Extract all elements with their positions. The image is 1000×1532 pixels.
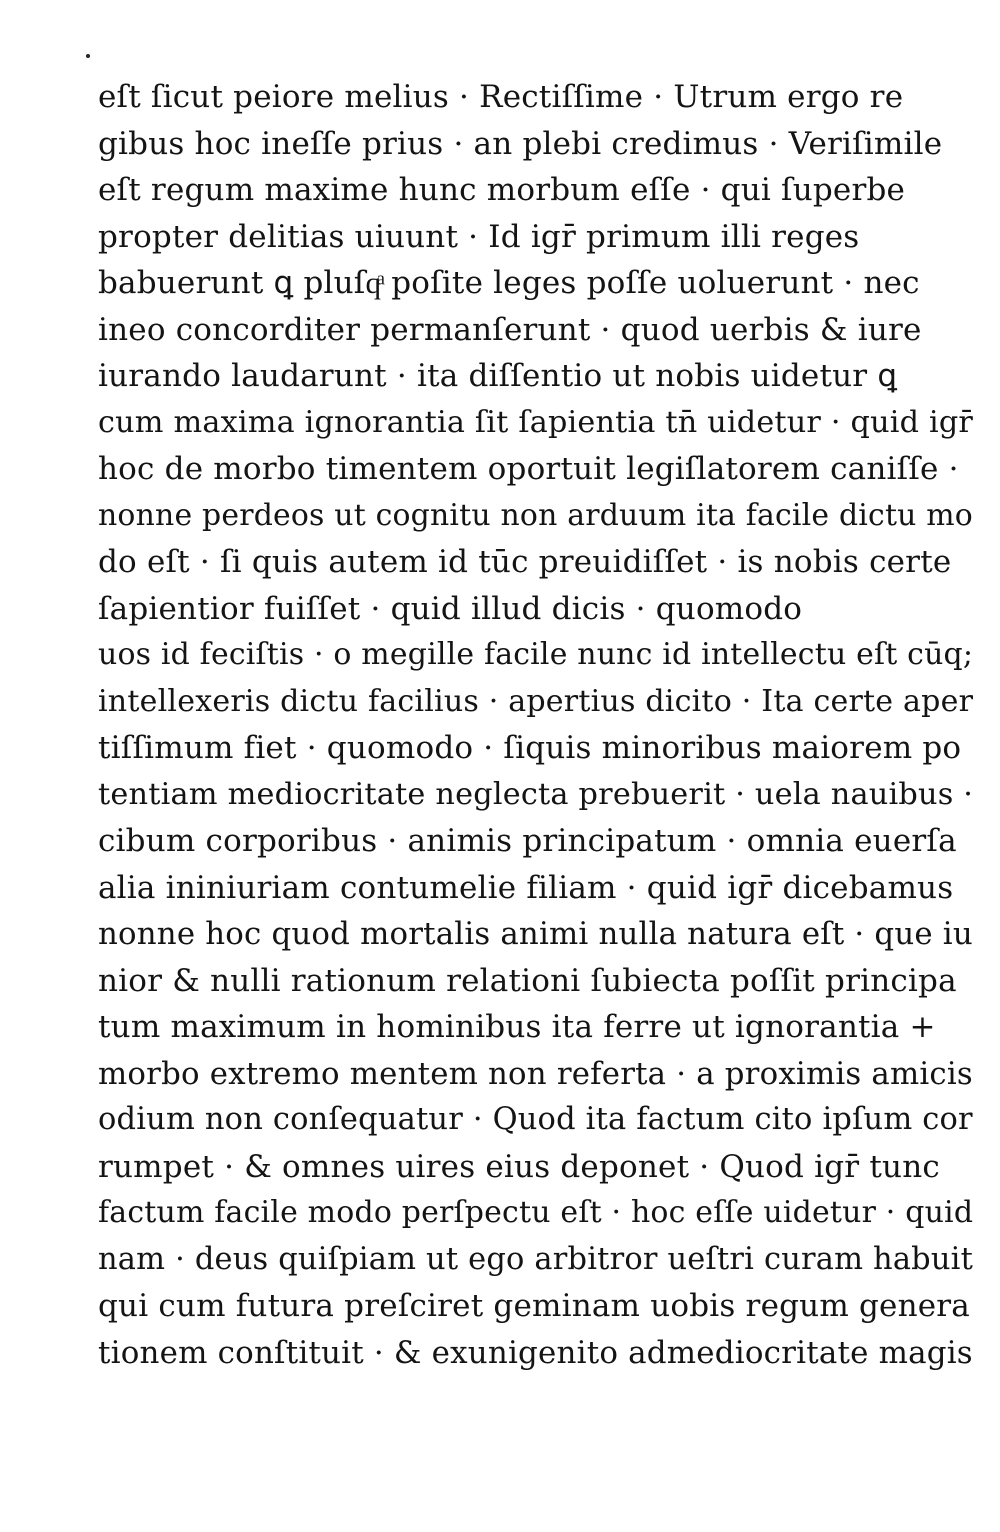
manuscript-line: intellexeris dictu facilius · apertius dicito · Ita certe aper: [98, 683, 974, 719]
manuscript-line: do eſt · ſi quis autem id tūc preuidiſſet · is nobis certe: [98, 544, 952, 580]
manuscript-line: eſt regum maxime hunc morbum eſſe · qui ſuperbe: [98, 172, 906, 208]
manuscript-line: nonne hoc quod mortalis animi nulla natura eſt · que iu: [98, 916, 973, 952]
manuscript-line: iurando laudarunt · ita diſſentio ut nobis uidetur ꝗ: [98, 358, 898, 394]
ink-dot: [86, 54, 90, 58]
manuscript-text: [98, 74, 978, 1376]
manuscript-line: ſapientior fuiſſet · quid illud dicis · quomodo: [98, 590, 803, 627]
manuscript-line: tionem conſtituit · & exunigenito admediocritate magis: [98, 1334, 973, 1371]
manuscript-line: hoc de morbo timentem oportuit legiſlatorem caniſſe ·: [98, 451, 959, 487]
manuscript-line: nam · deus quiſpiam ut ego arbitror ueſtri curam habuit: [98, 1241, 974, 1277]
manuscript-line: babuerunt ꝗ pluſqͣ poſite leges poſſe uoluerunt · nec: [98, 265, 920, 301]
manuscript-line: gibus hoc ineſſe prius · an plebi credimus · Veriſimile: [98, 125, 943, 162]
manuscript-line: tentiam mediocritate neglecta prebuerit · uela nauibus ·: [98, 776, 974, 812]
manuscript-line: ineo concorditer permanſerunt · quod uerbis & iure: [98, 311, 922, 348]
manuscript-line: tum maximum in hominibus ita ferre ut ignorantia +: [98, 1009, 936, 1045]
manuscript-line: rumpet · & omnes uires eius deponet · Quod igr̄ tunc: [98, 1148, 940, 1185]
manuscript-line: tiſſimum fiet · quomodo · ſiquis minoribus maiorem po: [98, 730, 962, 766]
manuscript-line: alia ininiuriam contumelie filiam · quid igr̄ dicebamus: [98, 869, 954, 906]
manuscript-line: uos id feciſtis · o megille facile nunc id intellectu eſt cūq;: [98, 637, 974, 672]
manuscript-line: nonne perdeos ut cognitu non arduum ita facile dictu mo: [98, 497, 973, 533]
manuscript-line: nior & nulli rationum relationi ſubiecta poſſit principa: [98, 962, 957, 999]
manuscript-line: qui cum futura preſciret geminam uobis regum genera: [98, 1288, 970, 1324]
manuscript-line: propter delitias uiuunt · Id igr̄ primum illi reges: [98, 218, 860, 255]
manuscript-line: odium non conſequatur · Quod ita factum cito ipſum cor: [98, 1102, 973, 1137]
manuscript-line: cibum corporibus · animis principatum · omnia euerſa: [98, 823, 957, 859]
manuscript-line: morbo extremo mentem non referta · a proximis amicis: [98, 1055, 973, 1092]
manuscript-line: factum facile modo perſpectu eſt · hoc eſſe uidetur · quid: [98, 1195, 974, 1230]
manuscript-line: eſt ſicut peiore melius · Rectiſſime · Utrum ergo re: [98, 79, 904, 115]
manuscript-line: cum maxima ignorantia ſit ſapientia tn̄ uidetur · quid igr̄: [98, 404, 974, 440]
